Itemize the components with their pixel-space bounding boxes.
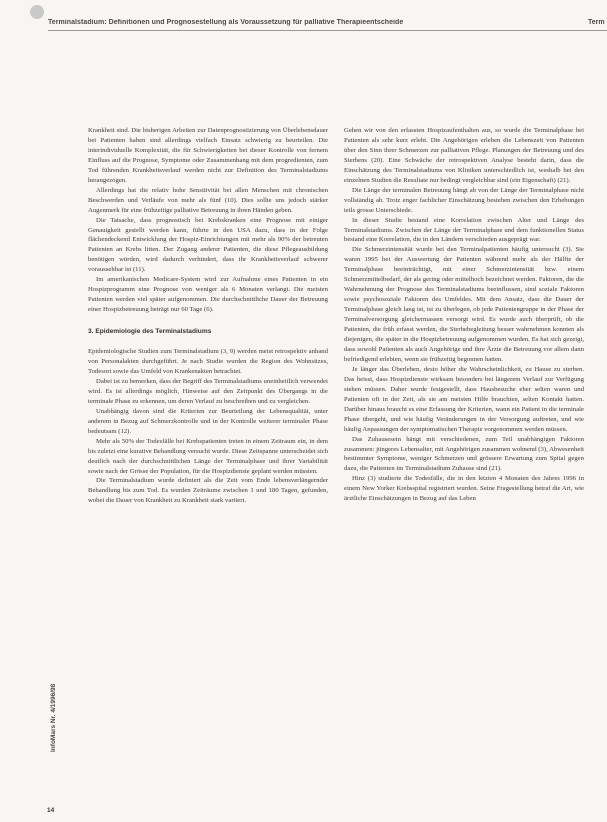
paragraph: Das Zuhausesein hängt mit verschiedenen, zum Teil unabhängigen Faktoren zusammen: jüngeres Lebensalter, mit Angehörigen zusammen wohnend (3), Abwesenheit bestimmter Symptome, weniger Schmerzen und grössere Erwartung zum Spital gegen dazu, die Patienten im Terminalstadium Zuhause sind (21).: [344, 435, 584, 473]
paragraph: Hinz (3) studierte die Todesfälle, die in den letzten 4 Monaten des Jahres 1996 in einem New Yorker Krebsspital registriert wurden. Seine Fragestellung betraf die Art, wie ärztliche Einschätzungen in Bezug auf das Leben: [344, 475, 584, 503]
paragraph: Mehr als 50% der Todesfälle bei Krebspatienten treten in einem Zeitraum ein, in dem bis zuletzt eine kurative Behandlung versucht wurde. Diese Zeitspanne unterscheidet sich deutlich nach der durchschnittlichen Länge der Terminalphase und ihrer Variabilität sowie nach der Grösse der Population, für die Hospizdienste geplant werden müssten.: [88, 437, 328, 475]
paragraph: Die Länge der terminalen Betreuung hängt ab von der Länge der Terminalphase nicht vollständig ab. Trotz enger fachlicher Einschätzung bestehen zwischen den Erhebungen teils grosse Unterschiede.: [344, 186, 584, 214]
section-heading: 3. Epidemiologie des Terminalstadiums: [88, 328, 212, 336]
header-rule: [48, 30, 607, 31]
running-header-right: Term: [588, 19, 605, 26]
paragraph: Die Schmerzintensität wurde bei den Terminalpatienten häufig untersucht (3). Sie waren 1995 bei der Auswertung der Patienten während mehr als der Hälfte der Terminalphase beeinträchtigt, mit einer Schmerzintensität bzw. einem Schmerzmittelbedarf, der als gering oder mittelhoch bezeichnet werden. Faktoren, die die Wahrnehmung der Prognose des Terminalstadiums beeinflussen, sind soziale Faktoren sowie psychosoziale Faktoren des Umfeldes. Mit dem Ansatz, dass die Dauer der Terminalphase gleich lang ist, ist zu überlegen, ob jede Patientengruppe in der Phase der Terminalversorgung gleichermassen versorgt wird. Es wurde auch überprüft, ob die Patienten, die früh erfasst werden, die Sterbebegleitung besser wahrnehmen konnten als diejenigen, die später in die Hospizbetreuung aufgenommen wurden. Es hat sich gezeigt, dass sowohl Patienten als auch Angehörige und ihre Ärzte die Betreuung vor allem dann befriedigend erlebten, wenn sie frühzeitig begonnen hatten.: [344, 246, 584, 363]
paragraph: Gehen wir von den erfassten Hospizaufenthalten aus, so wurde die Terminalphase bei Patienten als sehr kurz erlebt. Die Angehörigen erleben die Lebenszeit von Patienten über den Sinn ihrer Schmerzen zur palliativen Pflege. Planungen der Betreuung und des Sterbens (20). Eine Schwäche der retrospektiven Analyse besteht darin, dass die Einschätzung des Terminalstadiums von Kliniken unterschiedlich ist, weshalb bei den einzelnen Studien die Resultate nur bedingt vergleichbar sind (ein Eigenschaft) (21).: [344, 127, 584, 184]
paragraph: Dabei ist zu bemerken, dass der Begriff des Terminalstadiums uneinheitlich verwendet wird. Es ist allerdings möglich, Hinweise auf den Zeitpunkt des Übergangs in die terminale Phase zu erkennen, um deren Verlauf zu beschreiben und zu vergleichen.: [88, 377, 328, 405]
paragraph: Je länger das Überleben, desto höher die Wahrscheinlichkeit, zu Hause zu sterben. Das heisst, dass Hospizdienste wirksam besonders bei längerem Verlauf zur Verfügung stehen müssen. Daher wurde festgestellt, dass Hausbesuche eher selten waren und Patienten oft in der Zeit, als sie am meisten Hilfe brauchten, selten Kontakt hatten. Darüber hinaus braucht es eine Erfassung der Kriterien, wann ein Patient in die terminale Phase übergeht, und wie häufig Veränderungen in der Versorgung auftreten, und wie häufig Anpassungen der symptomatischen Therapie vorgenommen werden müssen.: [344, 365, 584, 433]
paragraph: Unabhängig davon sind die Kriterien zur Beurteilung der Lebensqualität, unter anderem in Bezug auf Schmerzkontrolle und in der Kontrolle weiterer terminaler Phase bedeutsam (12).: [88, 407, 328, 435]
paragraph: Krankheit sind. Die bisherigen Arbeiten zur Datenprognostizierung von Überlebensdauer bei Patienten haben sind allerdings vielfach Einsatz schwierig zu beurteilen. Die interindividuelle Komplexität, die für Schwierigkeiten bei dieser Kontrolle von fernem Einfluss auf die Prognose, Symptome oder Zusammenhang mit dem progredienten, zum Tod führenden Krankheitsverlauf werden nicht zur Definition des Terminalstadiums herangezogen.: [88, 127, 328, 184]
right-column: [344, 126, 584, 504]
punch-hole-mark: [30, 5, 44, 19]
page-number: 14: [47, 807, 55, 814]
paragraph: In dieser Studie bestand eine Korrelation zwischen Alter und Länge des Terminalstadiums. Zwischen der Länge der Terminalphase und dem funktionellen Status bestand eine Korrelation, die in den Ländern verschieden ausgeprägt war.: [344, 216, 584, 244]
paragraph: Im amerikanischen Medicare-System wird zur Aufnahme eines Patienten in ein Hospizprogramm eine Prognose von weniger als 6 Monaten verlangt. Die meisten Patienten werden viel später aufgenommen. Die durchschnittliche Dauer der Betreuung einer Hospizbetreuung beträgt nur 60 Tage (6).: [88, 276, 328, 314]
paragraph: Epidemiologische Studien zum Terminalstadium (3, 9) werden meist retrospektiv anhand von Personalakten durchgeführt. Je nach Studie wurden die Region des Wohnsitzes, Todesort sowie das Umfeld von Krankenakten betrachtet.: [88, 348, 328, 375]
journal-side-label: InfoMars Nr. 4/1996/98: [50, 683, 57, 752]
paragraph: Die Terminalstadium wurde definiert als die Zeit vom Ende lebensverlängernder Behandlung bis zum Tod. Es wurden Zeiträume zwischen 1 und 180 Tagen, gefunden, wobei die Dauer von Krankheit zu Krankheit stark variiert.: [88, 477, 328, 505]
paragraph: Allerdings hat die relativ hohe Sensitivität bei allen Menschen mit chronischen Beschwerden und Verläufe von mehr als fünf (10). Dies sollte uns jedoch stärker Augenmerk für eine frühzeitige palliative Betreuung in ihren Händen geben.: [88, 186, 328, 214]
running-header: Terminalstadium: Definitionen und Prognosestellung als Voraussetzung für palliative Therapieentscheide: [48, 19, 404, 26]
left-column: [88, 126, 328, 506]
paragraph: Die Tatsache, dass prognostisch bei Krebskranken eine Prognose mit einiger Genauigkeit gestellt werden kann, führte in den USA dazu, dass in der Folge flächendeckend Entwicklung der Hospiz-Einrichtungen mit mehr als 90% der betreuten Patienten an Krebs litten. Der Zugang anderer Patienten, die diese Pflegeausbildung benötigen würden, wird dadurch verhindert, dass ihr Krankheitsverlauf schwerer voraussehbar ist (11).: [88, 216, 328, 274]
